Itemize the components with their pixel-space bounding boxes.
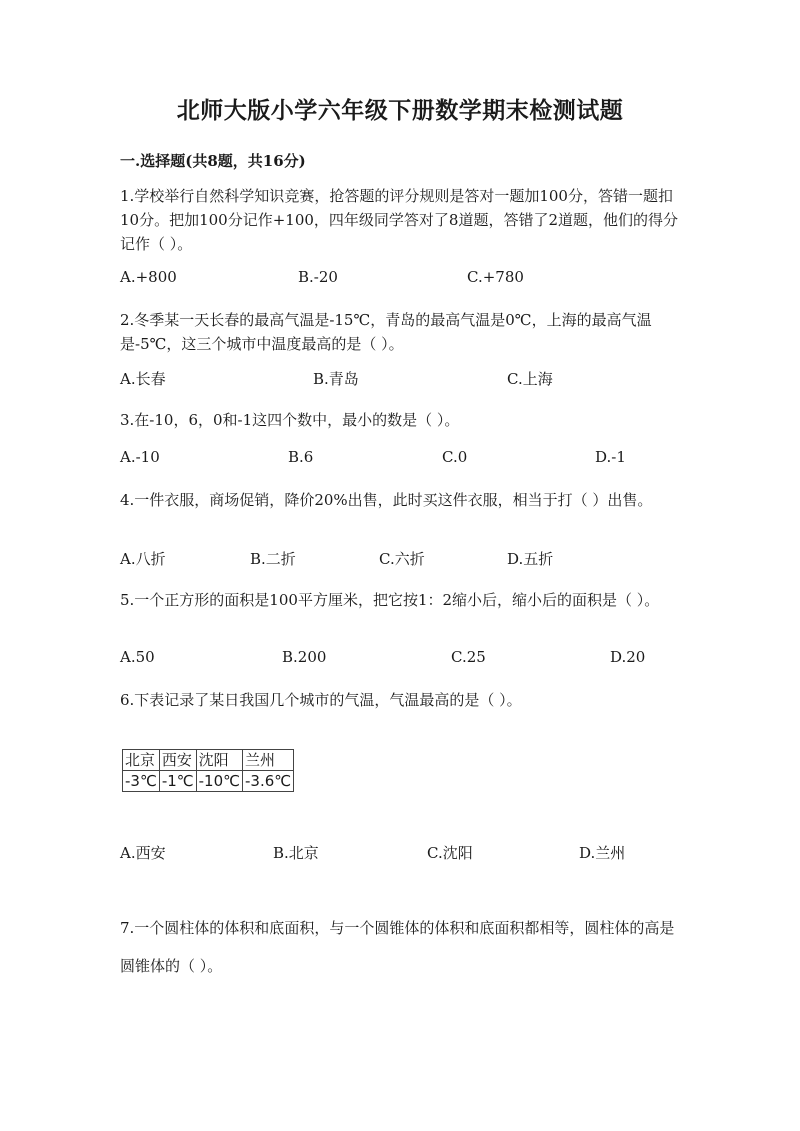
option-d[interactable]: D.-1 <box>595 448 626 466</box>
option-b[interactable]: B.200 <box>282 648 327 666</box>
option-b[interactable]: B.北京 <box>273 844 319 862</box>
city-cell: 北京 <box>123 750 160 771</box>
option-c[interactable]: C.+780 <box>467 268 524 286</box>
options-1 <box>120 268 680 290</box>
option-d[interactable]: D.20 <box>610 648 646 666</box>
city-cell: 西安 <box>159 750 196 771</box>
page-title: 北师大版小学六年级下册数学期末检测试题 <box>176 97 624 124</box>
option-a[interactable]: A.50 <box>120 648 155 666</box>
option-b[interactable]: B.6 <box>288 448 314 466</box>
temp-cell: -3℃ <box>123 771 160 792</box>
options-3 <box>120 448 680 470</box>
option-c[interactable]: C.0 <box>442 448 468 466</box>
question-6: 6.下表记录了某日我国几个城市的气温，气温最高的是（ ）。 <box>120 691 522 709</box>
option-c[interactable]: C.六折 <box>379 550 425 568</box>
option-a[interactable]: A.+800 <box>120 268 177 286</box>
option-a[interactable]: A.-10 <box>120 448 160 466</box>
table-row <box>123 750 294 771</box>
city-cell: 兰州 <box>242 750 293 771</box>
temp-cell: -3.6℃ <box>242 771 293 792</box>
temp-cell: -10℃ <box>196 771 242 792</box>
city-cell: 沈阳 <box>196 750 242 771</box>
option-b[interactable]: B.二折 <box>250 550 296 568</box>
option-c[interactable]: C.25 <box>451 648 486 666</box>
option-b[interactable]: B.青岛 <box>313 370 359 388</box>
options-5 <box>120 648 680 670</box>
option-d[interactable]: D.五折 <box>507 550 554 568</box>
question-1: 1.学校举行自然科学知识竞赛，抢答题的评分规则是答对一题加100分，答错一题扣10分。把加100分记作+100，四年级同学答对了8道题，答错了2道题，他们的得分记作（ ）。 <box>120 187 679 253</box>
option-a[interactable]: A.八折 <box>120 550 166 568</box>
table-row <box>123 771 294 792</box>
temp-cell: -1℃ <box>159 771 196 792</box>
option-a[interactable]: A.西安 <box>120 844 166 862</box>
options-4 <box>120 548 680 570</box>
option-c[interactable]: C.上海 <box>507 370 553 388</box>
question-2: 2.冬季某一天长春的最高气温是-15℃，青岛的最高气温是0℃，上海的最高气温是-5℃，这三个城市中温度最高的是（ ）。 <box>120 311 652 353</box>
option-b[interactable]: B.-20 <box>298 268 338 286</box>
option-c[interactable]: C.沈阳 <box>427 844 473 862</box>
temperature-table <box>122 749 294 792</box>
options-6 <box>120 842 680 864</box>
question-7: 7.一个圆柱体的体积和底面积，与一个圆锥体的体积和底面积都相等，圆柱体的高是圆锥体的（ ）。 <box>120 919 675 975</box>
question-3: 3.在-10，6，0和-1这四个数中，最小的数是（ ）。 <box>120 411 460 429</box>
option-d[interactable]: D.兰州 <box>579 844 626 862</box>
question-5: 5.一个正方形的面积是100平方厘米，把它按1：2缩小后，缩小后的面积是（ ）。 <box>120 591 660 609</box>
option-a[interactable]: A.长春 <box>120 370 166 388</box>
options-2 <box>120 368 680 390</box>
question-4: 4.一件衣服，商场促销，降价20%出售，此时买这件衣服，相当于打（ ）出售。 <box>120 491 653 509</box>
section-title: 一.选择题(共8题，共16分) <box>120 152 306 170</box>
